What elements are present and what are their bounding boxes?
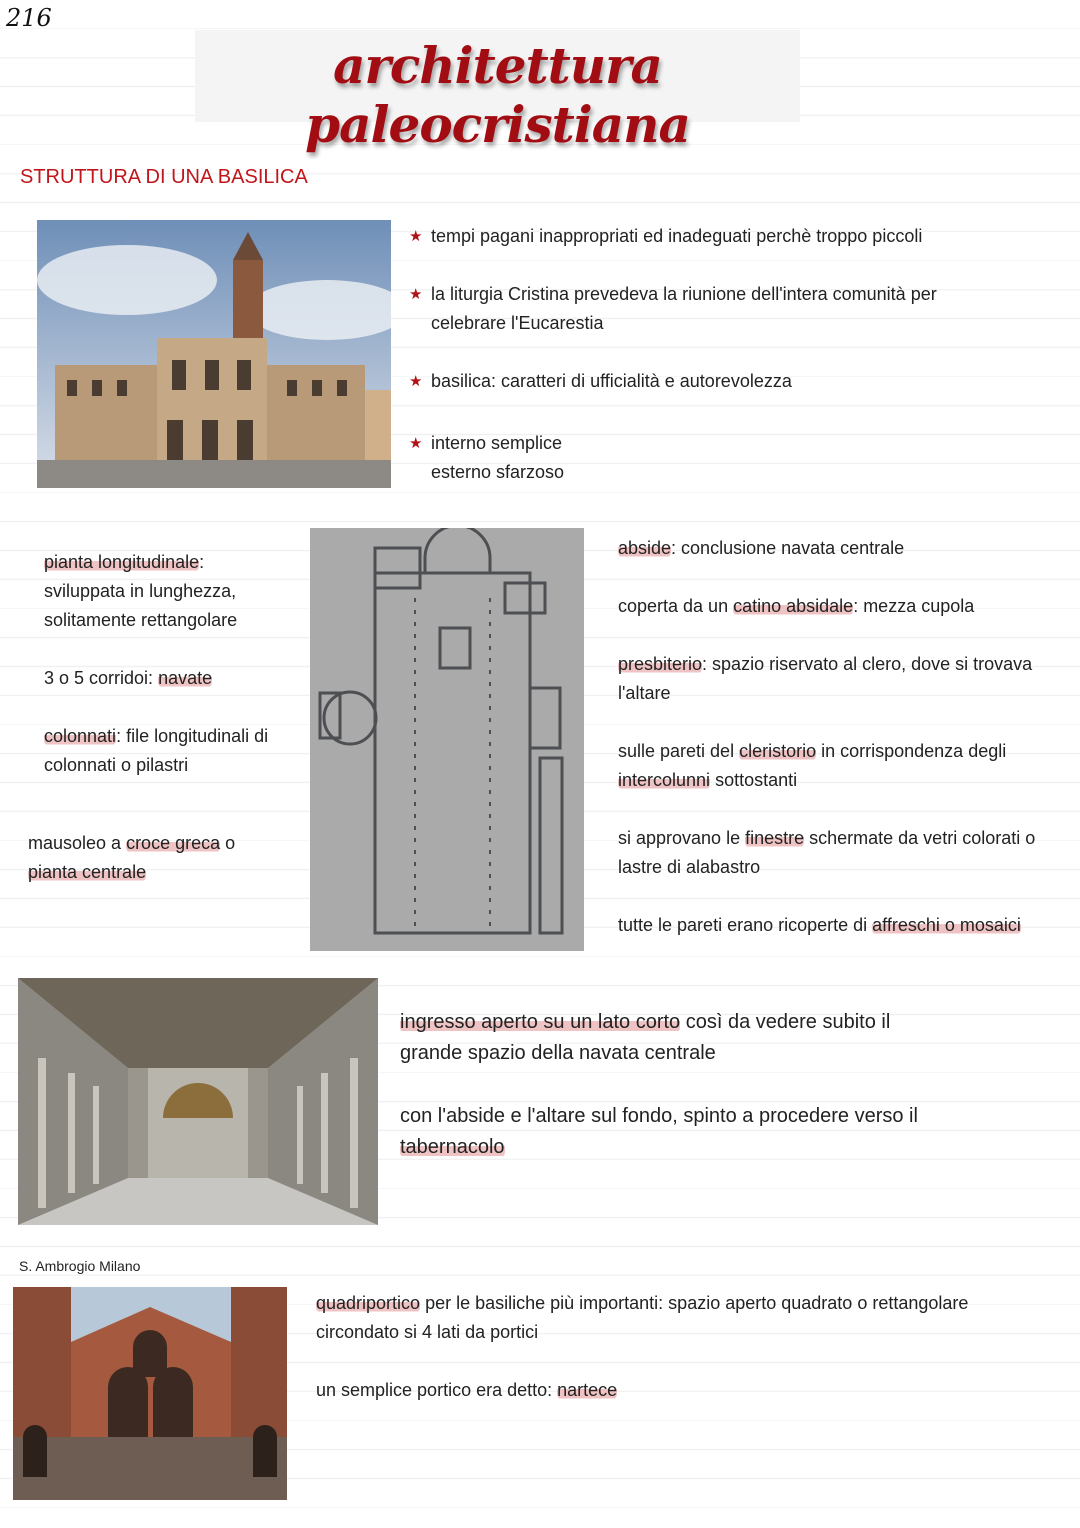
basilica-facade-photo <box>37 220 391 488</box>
text-segment: o <box>220 833 236 853</box>
right-notes-item <box>618 650 1080 708</box>
text-segment: sulle pareti del <box>618 741 740 761</box>
page-number: 216 <box>6 4 52 32</box>
text-line <box>400 1007 1040 1038</box>
text-line <box>431 458 1051 487</box>
text-line <box>431 222 1051 251</box>
text-line <box>431 309 1051 338</box>
highlighted-term: tabernacolo <box>400 1136 505 1158</box>
text-line <box>618 592 1080 621</box>
right-notes-item <box>618 534 1080 563</box>
text-segment: così da vedere subito il <box>680 1011 891 1033</box>
highlighted-term: cleristorio <box>739 741 817 761</box>
basilica-floor-plan <box>310 528 584 951</box>
highlighted-term: quadriportico <box>316 1293 421 1313</box>
interior-notes-item <box>400 1007 1040 1069</box>
left-notes-item <box>44 548 237 635</box>
text-segment: per le basiliche più importanti: spazio aperto quadrato o rettangolare <box>420 1293 969 1313</box>
text-segment: tutte le pareti erano ricoperte di <box>618 915 873 935</box>
text-line <box>28 829 235 858</box>
right-notes-item <box>618 737 1080 795</box>
right-notes-item <box>618 592 1080 621</box>
text-segment: con l'abside e l'altare sul fondo, spinto a procedere verso il <box>400 1105 918 1127</box>
text-line <box>431 429 1051 458</box>
text-line <box>400 1038 1040 1069</box>
text-segment: celebrare l'Eucarestia <box>431 313 604 333</box>
text-line <box>618 737 1080 766</box>
star-bullet-icon: ★ <box>409 286 423 303</box>
left-notes-item <box>44 664 212 693</box>
basilica-interior-photo <box>18 978 378 1225</box>
text-segment: colonnati o pilastri <box>44 755 189 775</box>
text-segment: lastre di alabastro <box>618 857 761 877</box>
text-segment: in corrispondenza degli <box>816 741 1007 761</box>
text-line <box>618 679 1080 708</box>
bullets-item <box>409 429 1051 487</box>
highlighted-term: navate <box>158 668 213 688</box>
highlighted-term: ingresso aperto su un lato corto <box>400 1011 681 1033</box>
star-bullet-icon: ★ <box>409 228 423 245</box>
page-title: architettura paleocristiana <box>305 36 690 154</box>
ambrogio-notes-item <box>316 1289 1076 1347</box>
text-line <box>618 824 1080 853</box>
text-line <box>44 548 237 577</box>
ambrogio-notes-item <box>316 1376 1076 1405</box>
text-segment: interno semplice <box>431 433 563 453</box>
highlighted-term: croce greca <box>126 833 221 853</box>
section-heading: STRUTTURA DI UNA BASILICA <box>20 166 308 188</box>
highlighted-term: affreschi o mosaici <box>872 915 1021 935</box>
text-segment: la liturgia Cristina prevedeva la riunione dell'intera comunità per <box>431 284 937 304</box>
photo-caption: S. Ambrogio Milano <box>19 1258 141 1274</box>
highlighted-term: pianta longitudinale <box>44 552 200 572</box>
text-segment: sottostanti <box>710 770 798 790</box>
text-line <box>431 367 1051 396</box>
text-segment: 3 o 5 corridoi: <box>44 668 159 688</box>
bullets-item <box>409 280 1051 338</box>
text-line <box>44 577 237 606</box>
left-notes-item <box>28 829 235 887</box>
text-line <box>618 766 1080 795</box>
text-segment: mausoleo a <box>28 833 127 853</box>
text-segment: grande spazio della navata centrale <box>400 1042 716 1064</box>
highlighted-term: colonnati <box>44 726 117 746</box>
text-segment: l'altare <box>618 683 671 703</box>
text-line <box>44 664 212 693</box>
star-bullet-icon: ★ <box>409 373 423 390</box>
text-segment: : file longitudinali di <box>116 726 269 746</box>
text-segment: basilica: caratteri di ufficialità e autorevolezza <box>431 371 792 391</box>
highlighted-term: catino absidale <box>733 596 854 616</box>
text-segment: : <box>199 552 205 572</box>
text-segment: solitamente rettangolare <box>44 610 238 630</box>
bullets-item <box>409 367 1051 396</box>
interior-notes-item <box>400 1101 1040 1163</box>
text-segment: un semplice portico era detto: <box>316 1380 558 1400</box>
highlighted-term: abside <box>618 538 672 558</box>
highlighted-term: intercolunni <box>618 770 711 790</box>
text-segment: esterno sfarzoso <box>431 462 565 482</box>
left-notes-item <box>44 722 268 780</box>
text-line <box>44 722 268 751</box>
text-line <box>316 1376 1076 1405</box>
highlighted-term: finestre <box>745 828 805 848</box>
text-segment: : conclusione navata centrale <box>671 538 905 558</box>
sant-ambrogio-photo <box>13 1287 287 1500</box>
text-line <box>618 534 1080 563</box>
text-line <box>618 650 1080 679</box>
highlighted-term: nartece <box>557 1380 618 1400</box>
text-line <box>28 858 235 887</box>
text-line <box>44 606 237 635</box>
text-line <box>618 911 1080 940</box>
right-notes-item <box>618 824 1080 882</box>
text-segment: schermate da vetri colorati o <box>804 828 1036 848</box>
text-segment: : spazio riservato al clero, dove si trovava <box>702 654 1033 674</box>
text-segment: circondato si 4 lati da portici <box>316 1322 539 1342</box>
bullets-item <box>409 222 1051 251</box>
highlighted-term: presbiterio <box>618 654 703 674</box>
text-line <box>316 1318 1076 1347</box>
text-segment: tempi pagani inappropriati ed inadeguati perchè troppo piccoli <box>431 226 923 246</box>
text-line <box>431 280 1051 309</box>
right-notes-item <box>618 911 1080 940</box>
text-line <box>44 751 268 780</box>
text-line <box>400 1132 1040 1163</box>
text-segment: : mezza cupola <box>853 596 975 616</box>
text-segment: si approvano le <box>618 828 746 848</box>
text-segment: sviluppata in lunghezza, <box>44 581 237 601</box>
text-segment: coperta da un <box>618 596 734 616</box>
text-line <box>400 1101 1040 1132</box>
text-line <box>618 853 1080 882</box>
star-bullet-icon: ★ <box>409 435 423 452</box>
text-line <box>316 1289 1076 1318</box>
highlighted-term: pianta centrale <box>28 862 147 882</box>
